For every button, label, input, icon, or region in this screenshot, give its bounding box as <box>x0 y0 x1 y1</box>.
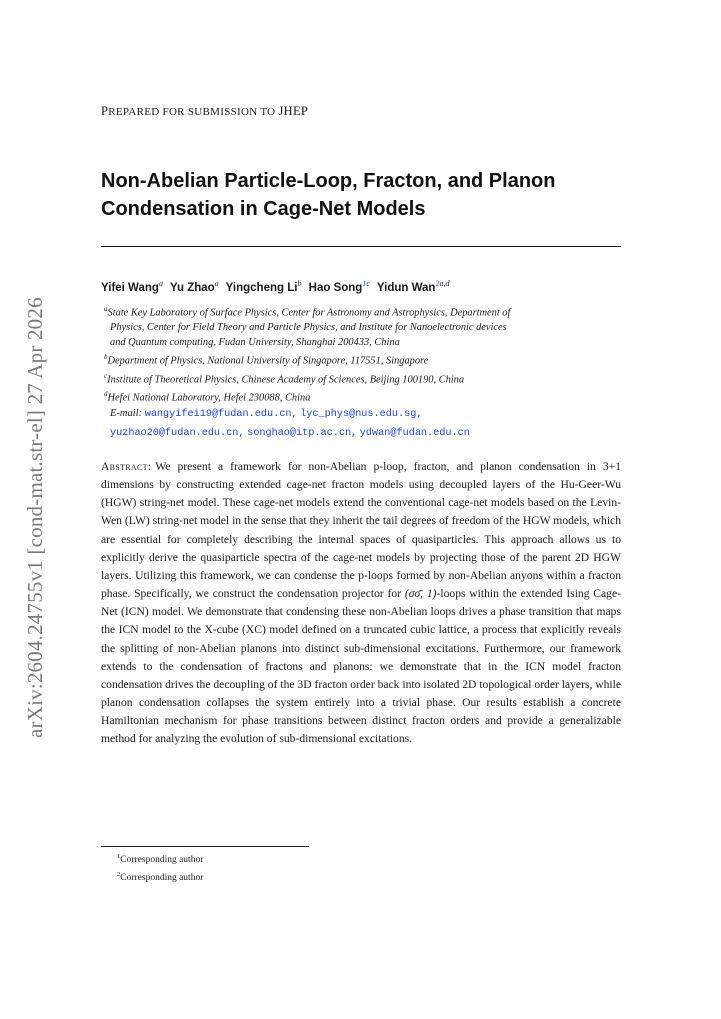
abstract-label: Abstract: <box>101 460 152 473</box>
footnotes <box>117 850 203 885</box>
footnote: $^1$Corresponding author <box>117 853 204 866</box>
author: Yingcheng Li$^b$ <box>225 279 302 294</box>
title-rule <box>101 246 621 247</box>
prepared-for-submission: PREPARED FOR SUBMISSION TO JHEP <box>101 104 309 118</box>
affiliation: $^b$Department of Physics, National University of Singapore, 117551, Singapore <box>104 353 429 367</box>
affiliation: $^c$Institute of Theoretical Physics, Chinese Academy of Sciences, Beijing 100190, China <box>104 371 465 386</box>
affiliations <box>104 302 622 406</box>
email-link[interactable]: songhao@itp.ac.cn, <box>247 428 358 439</box>
paper-title <box>101 167 621 223</box>
author: Yu Zhao$^a$ <box>169 279 219 294</box>
affiliation: $^d$Hefei National Laboratory, Hefei 230088, China <box>104 390 311 404</box>
author-list <box>101 279 621 294</box>
email-link[interactable]: wangyifei19@fudan.edu.cn, <box>144 409 298 420</box>
email-label: E-mail: <box>110 408 143 419</box>
email-link[interactable]: lyc_phys@nus.edu.sg, <box>300 409 423 420</box>
abstract: Abstract: We present a framework for non-Abelian p-loop, fracton, and planon condensation in 3+1 dimensions by constructing extended cage-net fracton models using decoupled layers of the Hu-Geer-Wu (HGW) string-net model. These cage-net models extend the conventional cage-net models based on the Levin-Wen (LW) string-net model in the sense that they inherit the tail degrees of freedom of the HGW models, which are essential for completely describing the internal spaces of quasiparticles. This approach allows us to explicitly derive the quasiparticle spectra of the cage-net models by projecting those of the parent 2D HGW layers. Utilizing this framework, we can condense the p-loops formed by non-Abelian anyons within a fracton phase. Specifically, we construct the condensation projector for (σσ̄, 1)-loops within the extended Ising Cage-Net (ICN) model. We demonstrate that condensing these non-Abelian loops drives a phase transition that maps the ICN model to the X-cube (XC) model defined on a truncated cubic lattice, a process that explicitly reveals the splitting of non-Abelian planons into distinct sub-dimensional excitations. Furthermore, our framework extends to the condensation of fractons and planons: we demonstrate that in the ICN model fracton condensation drives the decoupling of the 3D fracton order back into isolated 2D topological order layers, while planon condensation collapses the system entirely into a trivial phase. Our results establish a concrete Hamiltonian mechanism for phase transitions between distinct fracton orders and provide a generalizable method for analyzing the evolution of sub-dimensional excitations. <box>101 460 621 746</box>
title-line-2: Condensation in Cage-Net Models <box>101 198 426 220</box>
author: Hao Song$^{1c}$ <box>308 279 370 294</box>
author: Yifei Wang$^a$ <box>101 279 163 294</box>
email-link[interactable]: yuzhao20@fudan.edu.cn, <box>110 428 245 439</box>
arxiv-identifier: arXiv:2604.24755v1 [cond-mat.str-el] 27 Apr 2026 <box>23 297 47 738</box>
author: Yidun Wan$^{2a,d}$ <box>376 279 450 294</box>
footnote-ref[interactable]: 2 <box>435 279 440 288</box>
math-expression: (σσ̄, 1) <box>404 587 437 601</box>
footnote: $^2$Corresponding author <box>117 870 204 883</box>
footnote-ref[interactable]: 1 <box>362 279 367 288</box>
title-line-1: Non-Abelian Particle-Loop, Fracton, and Planon <box>101 170 556 192</box>
arxiv-side-stamp <box>21 254 51 738</box>
email-link[interactable]: ydwan@fudan.edu.cn <box>359 428 470 439</box>
footnote-rule <box>101 846 309 847</box>
affiliation: $^a$State Key Laboratory of Surface Physics, Center for Astronomy and Astrophysics, Department of Physics, Center for Field Theory and Particle Physics, and Institute for Nanoelectronic devices and Quantum computing, Fudan University, Shanghai 200433, China <box>104 305 511 349</box>
email-block <box>110 405 622 443</box>
